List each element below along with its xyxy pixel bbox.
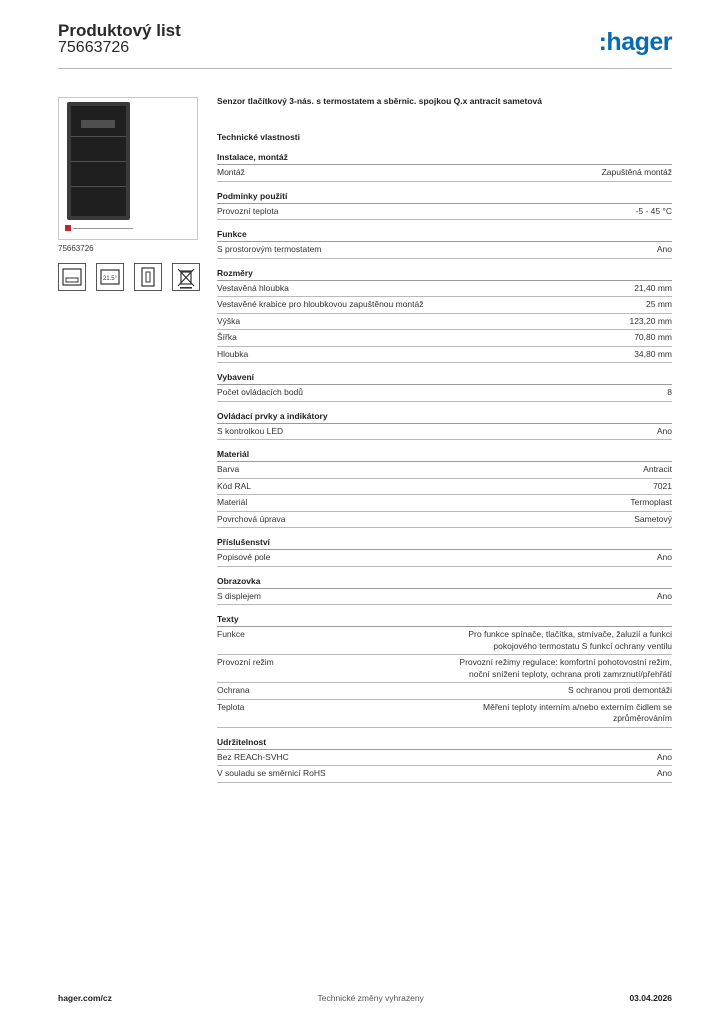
spec-label: Materiál: [217, 497, 248, 507]
image-caption: 75663726: [58, 244, 94, 253]
lcd-display-text: 21.5°: [102, 276, 118, 282]
spec-row: [217, 766, 672, 783]
spec-label: Barva: [217, 464, 240, 474]
spec-value: -5 - 45 °C: [635, 205, 672, 216]
spec-label: Ochrana: [217, 685, 250, 695]
section-heading: Ovládací prvky a indikátory: [217, 411, 672, 424]
mounting-box-icon: [134, 263, 162, 291]
section-heading: Rozměry: [217, 268, 672, 281]
product-image: [58, 97, 198, 240]
spec-label: Teplota: [217, 701, 245, 712]
spec-label: V souladu se směrnicí RoHS: [217, 768, 326, 778]
spec-label: S prostorovým termostatem: [217, 244, 322, 254]
spec-value: Zapuštěná montáž: [601, 167, 672, 177]
spec-section: [217, 411, 672, 441]
section-heading: Funkce: [217, 229, 672, 242]
lcd-display-icon: [96, 263, 124, 291]
spec-row: [217, 165, 672, 182]
spec-row: [217, 550, 672, 567]
spec-value: Měření teploty interním a/nebo externím čidlem se zprůměrováním: [483, 701, 672, 723]
device-illustration: [67, 102, 130, 220]
spec-row: [217, 330, 672, 347]
spec-section: [217, 372, 672, 402]
spec-value: 21,40 mm: [634, 282, 672, 293]
spec-row: [217, 204, 672, 221]
spec-row: [217, 297, 672, 314]
spec-row: [217, 512, 672, 529]
section-heading: Obrazovka: [217, 576, 672, 589]
spec-value: Ano: [656, 751, 672, 762]
footer-date: 03.04.2026: [629, 993, 672, 1003]
spec-row: [217, 627, 672, 655]
spec-section: [217, 449, 672, 528]
header-divider: [58, 68, 672, 69]
spec-label: Provozní režim: [217, 657, 274, 667]
spec-value: 7021: [653, 480, 672, 491]
section-heading: Instalace, montáž: [217, 152, 672, 165]
spec-label: Bez REACh-SVHC: [217, 751, 289, 762]
spec-value: S ochranou proti demontáži: [568, 685, 672, 695]
spec-label: Popisové pole: [217, 552, 271, 562]
weee-bin-icon: [172, 263, 200, 291]
product-number: 75663726: [58, 39, 130, 56]
spec-row: [217, 750, 672, 767]
spec-value: Ano: [656, 552, 672, 562]
tech-section-title: Technické vlastnosti: [217, 132, 300, 142]
spec-section: [217, 152, 672, 182]
spec-section: [217, 614, 672, 728]
spec-row: [217, 424, 672, 441]
footer-note: Technické změny vyhrazeny: [317, 993, 424, 1003]
spec-content: [217, 96, 672, 792]
spec-value: Pro funkce spínače, tlačítka, stmívače, žaluzií a funkci pokojového termostatu S funkcí ochrany ventilu: [468, 629, 672, 651]
spec-sections: [217, 152, 672, 783]
spec-row: [217, 495, 672, 512]
spec-value: 123,20 mm: [629, 315, 672, 326]
spec-section: [217, 268, 672, 364]
spec-label: Povrchová úprava: [217, 513, 286, 524]
spec-value: 25 mm: [646, 299, 672, 309]
spec-section: [217, 576, 672, 606]
spec-value: Ano: [656, 425, 672, 436]
hager-logo: :hager: [598, 28, 672, 56]
spec-value: Sametový: [634, 513, 672, 524]
spec-section: [217, 229, 672, 259]
spec-value: Ano: [656, 590, 672, 601]
spec-section: [217, 537, 672, 567]
section-heading: Podmínky použití: [217, 191, 672, 204]
spec-value: 70,80 mm: [634, 332, 672, 342]
spec-row: [217, 589, 672, 606]
spec-label: Šířka: [217, 332, 237, 342]
section-heading: Příslušenství: [217, 537, 672, 550]
spec-row: [217, 655, 672, 683]
spec-value: 8: [667, 387, 672, 397]
spec-row: [217, 314, 672, 331]
section-heading: Udržitelnost: [217, 737, 672, 750]
spec-label: S displejem: [217, 590, 261, 601]
spec-label: Vestavěná hloubka: [217, 282, 289, 293]
spec-section: [217, 191, 672, 221]
spec-label: Kód RAL: [217, 480, 252, 491]
spec-value: Termoplast: [630, 497, 672, 507]
spec-label: Montáž: [217, 167, 245, 177]
spec-section: [217, 737, 672, 783]
spec-row: [217, 347, 672, 364]
spec-value: Provozní režimy regulace: komfortní pohotovostní režim, noční snížení teploty, ochrana proti zamrznutí/přehřátí: [459, 657, 672, 679]
spec-label: S kontrolkou LED: [217, 425, 284, 436]
section-heading: Vybavení: [217, 372, 672, 385]
spec-label: Výška: [217, 315, 241, 326]
section-heading: Materiál: [217, 449, 672, 462]
device-display: [81, 120, 115, 128]
spec-label: Funkce: [217, 629, 245, 639]
footer-website: hager.com/cz: [58, 993, 112, 1003]
spec-label: Vestavěné krabice pro hloubkovou zapuštěnou montáž: [217, 299, 424, 309]
spec-row: [217, 385, 672, 402]
spec-label: Počet ovládacích bodů: [217, 387, 304, 397]
spec-row: [217, 462, 672, 479]
spec-row: [217, 479, 672, 496]
product-title: Senzor tlačítkový 3-nás. s termostatem a sběrnic. spojkou Q.x antracit sametová: [217, 96, 543, 106]
spec-value: 34,80 mm: [634, 348, 672, 359]
document-title: Produktový list: [58, 21, 181, 40]
spec-value: Ano: [656, 244, 672, 254]
spec-label: Hloubka: [217, 348, 249, 359]
spec-row: [217, 242, 672, 259]
section-heading: Texty: [217, 614, 672, 627]
spec-value: Ano: [656, 768, 672, 778]
spec-row: [217, 700, 672, 728]
spec-value: Antracit: [643, 464, 672, 474]
page-footer: [58, 993, 672, 1003]
spec-row: [217, 683, 672, 700]
spec-row: [217, 281, 672, 298]
spec-label: Provozní teplota: [217, 205, 279, 216]
display-thermostat-icon: [58, 263, 86, 291]
bus-connector: [65, 225, 135, 231]
